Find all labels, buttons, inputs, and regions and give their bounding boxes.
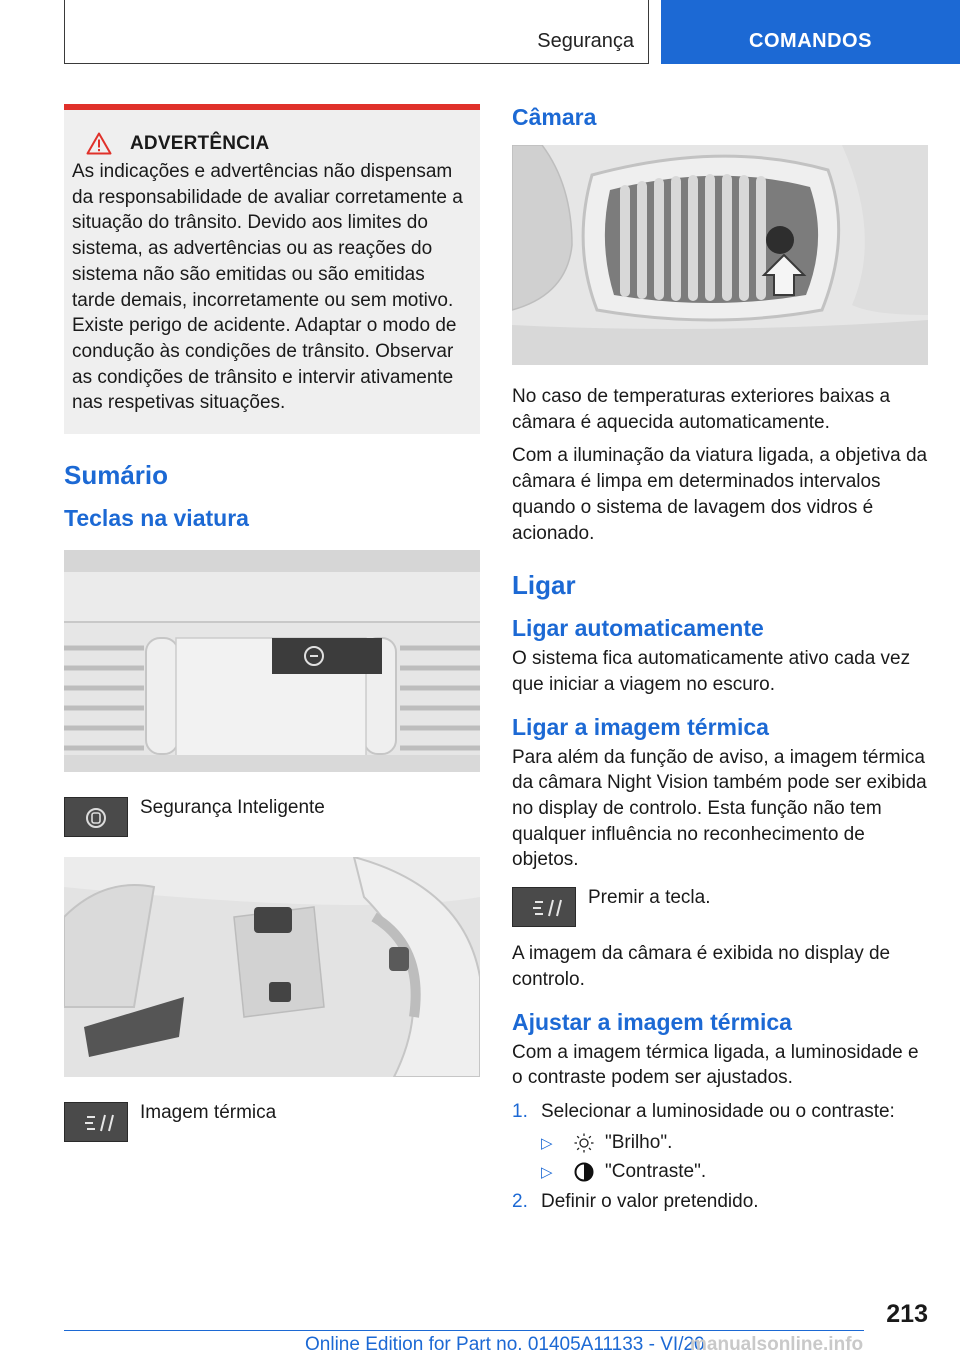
step-item <box>512 1189 928 1215</box>
header-section-tab <box>64 0 649 64</box>
night-vision-icon <box>65 1103 129 1143</box>
button-row-thermal-image <box>64 1102 480 1142</box>
substep-marker: ▷ <box>541 1134 553 1152</box>
thermal-on-paragraph: Para além da função de aviso, a imagem térmica da câmara Night Vision também pode ser exibida no display de controlo. Esta função não tem qualquer influência no reconhecimento de objetos. <box>512 746 927 871</box>
sun-icon <box>573 1132 595 1154</box>
adjust-paragraph: Com a imagem térmica ligada, a luminosidade e o contraste podem ser ajustados. <box>512 1041 919 1089</box>
step-text: Selecionar a luminosidade ou o contraste: <box>541 1100 895 1122</box>
step-number: 1. <box>512 1100 528 1122</box>
camera-paragraph-2: Com a iluminação da viatura ligada, a objetiva da câmara é limpa em determinados intervalos quando o sistema de lavagem dos vidros é acionado. <box>512 445 928 544</box>
header-chapter-tab <box>661 0 960 64</box>
section-title: Segurança <box>537 30 634 52</box>
intelligent-safety-icon <box>65 798 129 838</box>
night-vision-icon <box>513 888 577 928</box>
warning-text: As indicações e advertências não dispensam da responsabilidade de avaliar corretamente a situação do trânsito. Devido aos limites do sistema, as advertências ou as reações do sistema não são emitidas ou são emitidas tarde demais, incorretamente ou sem motivo. Existe perigo de acidente. Adaptar o modo de condução às condições de trânsito. Observar as condições de trânsito e intervir ativamente nas respetivas situações. <box>72 161 463 414</box>
left-column <box>64 104 480 1142</box>
intelligent-safety-key <box>64 797 128 837</box>
thermal-image-label: Imagem térmica <box>140 1102 277 1123</box>
adjust-steps-continued <box>512 1189 928 1215</box>
substep-text: "Contraste". <box>605 1160 707 1182</box>
footer-rule <box>64 1330 864 1331</box>
footer-edition: Online Edition for Part no. 01405A11133 - VI/20 <box>305 1334 705 1355</box>
night-vision-key <box>64 1102 128 1142</box>
night-vision-key-2 <box>512 887 576 927</box>
substep-text: "Brilho". <box>605 1131 673 1153</box>
auto-on-heading: Ligar automaticamente <box>512 615 764 642</box>
summary-heading: Sumário <box>64 460 169 490</box>
press-key-row <box>512 887 928 927</box>
intelligent-safety-label: Segurança Inteligente <box>140 797 325 818</box>
buttons-heading: Teclas na viatura <box>64 505 249 531</box>
step-number: 2. <box>512 1190 528 1212</box>
thermal-on-heading: Ligar a imagem térmica <box>512 713 769 740</box>
auto-on-paragraph: O sistema fica automaticamente ativo cada vez que iniciar a viagem no escuro. <box>512 648 911 695</box>
substep-contrast <box>541 1161 928 1183</box>
on-heading: Ligar <box>512 570 576 601</box>
camera-heading: Câmara <box>512 104 597 130</box>
steering-column-illustration <box>64 857 480 1077</box>
adjust-steps <box>512 1099 928 1125</box>
warning-triangle-icon <box>86 132 112 155</box>
substep-marker: ▷ <box>541 1163 553 1181</box>
page-number: 213 <box>886 1300 928 1328</box>
dashboard-buttons-illustration <box>64 550 480 772</box>
camera-paragraph-1: No caso de temperaturas exteriores baixas a câmara é aquecida automaticamente. <box>512 386 891 433</box>
warning-title: ADVERTÊNCIA <box>130 132 270 154</box>
step-text: Definir o valor pretendido. <box>541 1190 759 1212</box>
warning-box <box>64 104 480 434</box>
footer-watermark: manualsonline.info <box>690 1334 864 1355</box>
right-column <box>512 104 928 1214</box>
warning-header <box>86 132 472 155</box>
step-item <box>512 1099 928 1125</box>
press-key-text: Premir a tecla. <box>588 887 711 909</box>
button-row-intelligent-safety <box>64 797 480 837</box>
adjust-heading: Ajustar a imagem térmica <box>512 1008 792 1035</box>
chapter-title: COMANDOS <box>749 30 872 52</box>
substep-brightness <box>541 1132 928 1154</box>
contrast-icon <box>573 1161 595 1183</box>
thermal-result-paragraph: A imagem da câmara é exibida no display de controlo. <box>512 943 891 990</box>
front-grille-camera-illustration <box>512 145 928 365</box>
